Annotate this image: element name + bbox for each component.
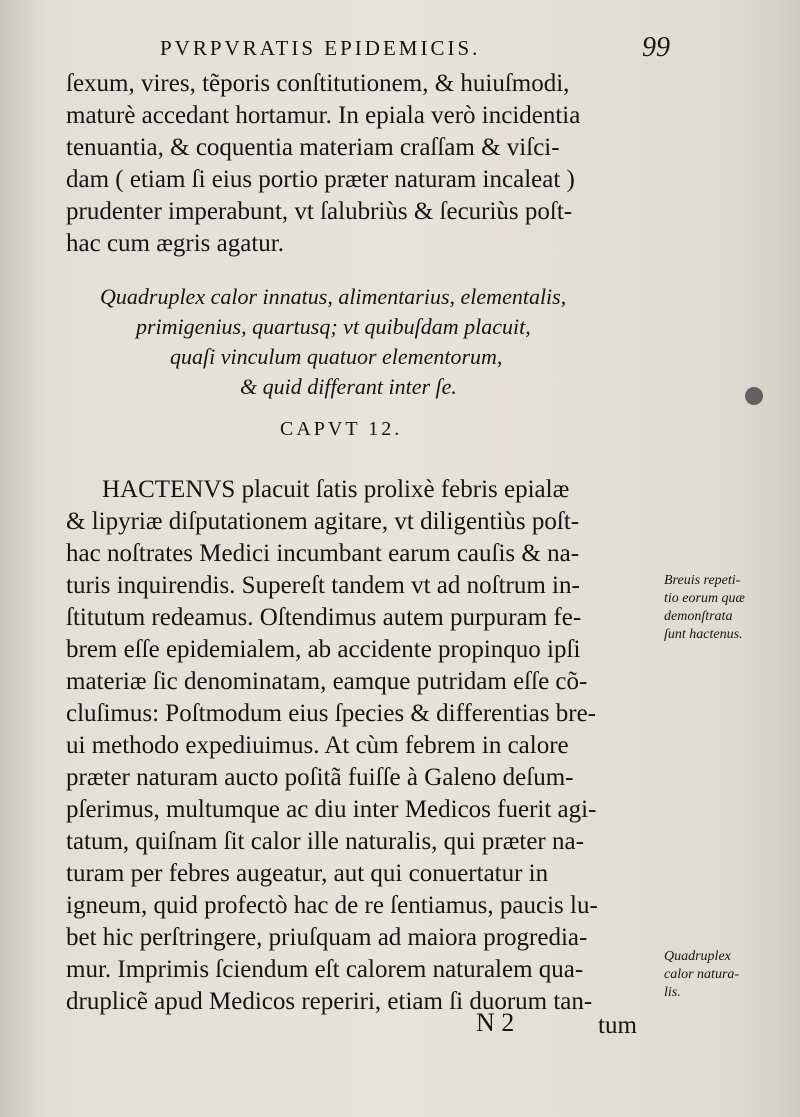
text-line: & lipyriæ diſputationem agitare, vt diligentiùs poſt-	[66, 508, 580, 535]
summary-line: & quid differant inter ſe.	[240, 374, 457, 399]
chapter-heading: CAPVT 12.	[280, 418, 403, 440]
text-line: tatum, quiſnam ſit calor ille naturalis, qui præter na-	[66, 828, 584, 855]
margin-note-2	[664, 948, 784, 1002]
text-line: turis inquirendis. Supereſt tandem vt ad noſtrum in-	[66, 572, 580, 599]
text-line: ui methodo expediuimus. At cùm febrem in calore	[66, 732, 569, 759]
text-line: ſtitutum redeamus. Oſtendimus autem purpuram fe-	[66, 604, 582, 631]
margin-note-line: ſunt hactenus.	[664, 627, 743, 642]
page-header	[150, 32, 670, 66]
text-line: cluſimus: Poſtmodum eius ſpecies & differentias bre-	[66, 700, 596, 727]
text-line: hac cum ægris agatur.	[66, 230, 284, 257]
text-line: mur. Imprimis ſciendum eſt calorem naturalem qua-	[66, 956, 584, 983]
signature-mark: N 2	[476, 1008, 515, 1037]
margin-note-line: calor natura-	[664, 967, 740, 982]
text-line: HACTENVS placuit ſatis prolixè febris epialæ	[102, 476, 570, 503]
text-line: prudenter imperabunt, vt ſalubriùs & ſecuriùs poſt-	[66, 198, 573, 225]
margin-note-1	[664, 572, 784, 644]
text-line: tenuantia, & coquentia materiam craſſam & viſci-	[66, 134, 560, 161]
catchword: tum	[598, 1012, 637, 1039]
paragraph-2	[66, 474, 660, 1018]
text-line: druplicẽ apud Medicos reperiri, etiam ſi duorum tan-	[66, 988, 593, 1015]
text-line: præter naturam aucto poſitã fuiſſe à Galeno deſum-	[66, 764, 574, 791]
text-line: dam ( etiam ſi eius portio præter naturam incaleat )	[66, 166, 575, 193]
text-line: materiæ ſic denominatam, eamque putridam eſſe cõ-	[66, 668, 588, 695]
text-line: turam per febres augeatur, aut qui conuertatur in	[66, 860, 549, 887]
text-line: maturè accedant hortamur. In epiala verò incidentia	[66, 102, 581, 129]
text-line: ſexum, vires, tẽporis conſtitutionem, & huiuſmodi,	[66, 70, 570, 97]
text-line: bet hic perſtringere, priuſquam ad maiora progredia-	[66, 924, 588, 951]
running-title: PVRPVRATIS EPIDEMICIS.	[160, 36, 481, 60]
ink-stain	[745, 387, 763, 405]
text-line: pſerimus, multumque ac diu inter Medicos fuerit agi-	[66, 796, 597, 823]
margin-note-line: demonſtrata	[664, 609, 733, 624]
summary-line: quaſi vinculum quatuor elementorum,	[170, 344, 503, 369]
margin-note-line: tio eorum quæ	[664, 591, 745, 606]
text-line: igneum, quid profectò hac de re ſentiamus, paucis lu-	[66, 892, 598, 919]
summary-line: Quadruplex calor innatus, alimentarius, elementalis,	[100, 284, 567, 309]
margin-note-line: Breuis repeti-	[664, 573, 741, 588]
chapter-summary	[100, 282, 620, 402]
summary-line: primigenius, quartusq; vt quibuſdam placuit,	[136, 314, 531, 339]
margin-note-line: lis.	[664, 985, 681, 1000]
margin-note-line: Quadruplex	[664, 949, 731, 964]
text-line: brem eſſe epidemialem, ab accidente propinquo ipſi	[66, 636, 581, 663]
page-number: 99	[642, 32, 670, 63]
text-line: hac noſtrates Medici incumbant earum cauſis & na-	[66, 540, 580, 567]
paragraph-1	[66, 68, 660, 260]
